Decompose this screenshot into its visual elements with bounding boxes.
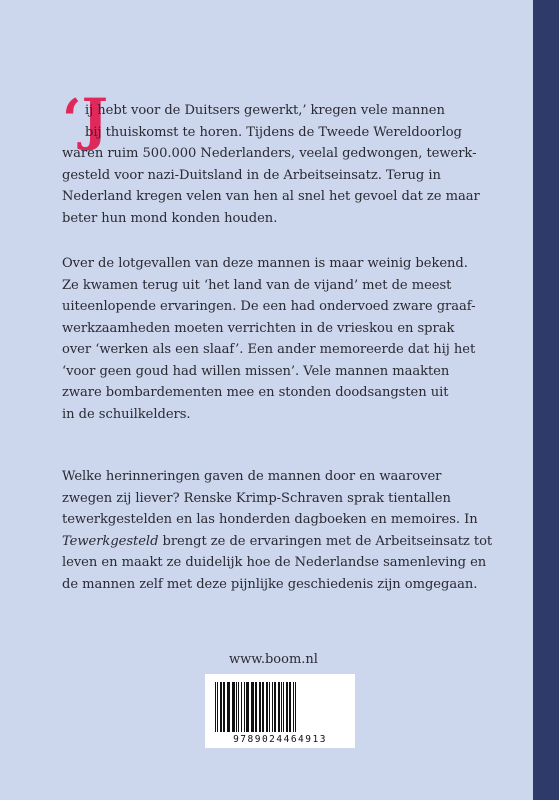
- barcode-bar: [289, 682, 291, 732]
- barcode-bar: [262, 682, 264, 732]
- text-line: zwegen zij liever? Renske Krimp-Schraven sprak tientallen: [62, 490, 451, 506]
- barcode-bar: [278, 682, 280, 732]
- text-line: uiteenlopende ervaringen. De een had ondervoed zware graaf-: [62, 299, 476, 314]
- barcode-bars: [213, 682, 347, 732]
- paragraph-intro: [62, 100, 522, 229]
- barcode-bar: [281, 682, 282, 732]
- barcode-bar: [266, 682, 268, 732]
- barcode-bar: [244, 682, 245, 732]
- text-line: Over de lotgevallen van deze mannen is maar weinig bekend.: [62, 256, 468, 271]
- barcode-bar: [238, 682, 239, 732]
- barcode-bar: [255, 682, 257, 732]
- text-line: gesteld voor nazi-Duitsland in de Arbeitseinsatz. Terug in: [62, 167, 441, 183]
- barcode-bar: [272, 682, 273, 732]
- text-line: Ze kwamen terug uit ‘het land van de vijand’ met de meest: [62, 277, 452, 293]
- barcode-bar: [223, 682, 225, 732]
- text-line: bij thuiskomst te horen. Tijdens de Tweede Wereldoorlog: [85, 124, 462, 140]
- text-line: in de schuilkelders.: [62, 406, 191, 422]
- text-fragment: brengt ze de ervaringen met de Arbeitseinsatz tot: [158, 533, 493, 549]
- barcode-bar: [269, 682, 270, 732]
- barcode-bar: [227, 682, 230, 732]
- isbn-barcode: [205, 674, 355, 748]
- text-line: Welke herinneringen gaven de mannen door en waarover: [62, 469, 442, 484]
- paragraph-experiences: [62, 253, 522, 425]
- barcode-bar: [246, 682, 249, 732]
- isbn-number: 9789024464913: [233, 734, 327, 745]
- barcode-bar: [259, 682, 261, 732]
- barcode-bar: [241, 682, 242, 732]
- text-line: zware bombardementen mee en stonden doodsangsten uit: [62, 385, 449, 400]
- text-line: [62, 531, 522, 553]
- barcode-bar: [286, 682, 288, 732]
- barcode-bar: [293, 682, 294, 732]
- barcode-bar: [236, 682, 237, 732]
- text-line: ‘voor geen goud had willen missen’. Vele mannen maakten: [62, 363, 450, 379]
- barcode-bar: [215, 682, 216, 732]
- book-title-italic: Tewerkgesteld: [62, 533, 159, 549]
- text-line: beter hun mond konden houden.: [62, 210, 278, 226]
- text-line: de mannen zelf met deze pijnlijke geschiedenis zijn omgegaan.: [62, 576, 478, 592]
- book-spine-edge: [533, 0, 559, 800]
- opening-quote-mark: ‘J: [62, 87, 108, 153]
- barcode-bar: [220, 682, 222, 732]
- text-line: Nederland kregen velen van hen al snel het gevoel dat ze maar: [62, 189, 480, 204]
- text-line: leven en maakt ze duidelijk hoe de Nederlandse samenleving en: [62, 555, 487, 570]
- barcode-bar: [232, 682, 235, 732]
- text-line: over ‘werken als een slaaf’. Een ander memoreerde dat hij het: [62, 342, 476, 357]
- barcode-bar: [251, 682, 254, 732]
- text-line: werkzaamheden moeten verrichten in de vrieskou en sprak: [62, 320, 455, 336]
- text-line: ij hebt voor de Duitsers gewerkt,’ kregen vele mannen: [85, 103, 445, 118]
- barcode-bar: [274, 682, 276, 732]
- text-line: waren ruim 500.000 Nederlanders, veelal gedwongen, tewerk-: [62, 146, 477, 161]
- publisher-url[interactable]: www.boom.nl: [229, 652, 318, 667]
- barcode-bar: [283, 682, 284, 732]
- barcode-bar: [295, 682, 296, 732]
- barcode-bar: [217, 682, 218, 732]
- text-line: tewerkgestelden en las honderden dagboeken en memoires. In: [62, 512, 478, 527]
- paragraph-book-summary: [62, 466, 522, 595]
